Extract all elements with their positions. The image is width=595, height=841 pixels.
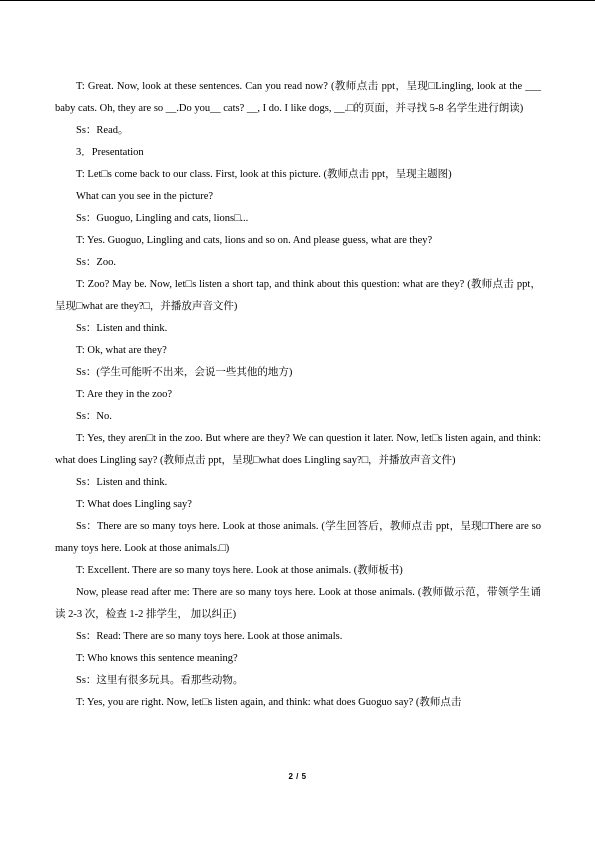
paragraph: Ss：(学生可能听不出来，会说一些其他的地方) — [76, 367, 293, 378]
paragraph: T: Who knows this sentence meaning? — [76, 653, 238, 664]
document-body — [55, 76, 541, 714]
paragraph: T: Zoo? May be. Now, let□s listen a short tap, and think about this question: what are they? (教师点击 ppt，呈现□what are they?□，并播放声音文件) — [55, 279, 541, 312]
paragraph: T: Excellent. There are so many toys here. Look at those animals. (教师板书) — [76, 565, 403, 576]
paragraph: What can you see in the picture? — [76, 191, 214, 202]
paragraph: Ss：There are so many toys here. Look at those animals. (学生回答后，教师点击 ppt，呈现□There are so many toys here. Look at those animals.□) — [55, 521, 541, 554]
paragraph: T: Yes, you are right. Now, let□s listen again, and think: what does Guoguo say? (教师点击 — [76, 697, 462, 708]
paragraph: Ss：Guoguo, Lingling and cats, lions□... — [76, 213, 249, 224]
paragraph: Ss：Zoo. — [76, 257, 116, 268]
paragraph: Now, please read after me: There are so many toys here. Look at those animals. (教师做示范，带领学生诵读 2-3 次，检查 1-2 排学生， 加以纠正) — [55, 587, 541, 620]
paragraph: T: Yes. Guoguo, Lingling and cats, lions and so on. And please guess, what are they? — [76, 235, 433, 246]
paragraph: T: Are they in the zoo? — [76, 389, 172, 400]
paragraph: Ss：Listen and think. — [76, 477, 168, 488]
paragraph: T: What does Lingling say? — [76, 499, 192, 510]
paragraph: Ss：Listen and think. — [76, 323, 168, 334]
paragraph: Ss：No. — [76, 411, 112, 422]
header-rule — [0, 0, 595, 1]
section-heading: 3．Presentation — [76, 147, 144, 158]
paragraph: Ss：Read。 — [76, 125, 129, 136]
paragraph: T: Let□s come back to our class. First, look at this picture. (教师点击 ppt，呈现主题图) — [76, 169, 452, 180]
paragraph: T: Yes, they aren□t in the zoo. But where are they? We can question it later. Now, let□s listen again, and think: what does Lingling say? (教师点击 ppt，呈现□what does Lingling say?□，并播放声音文件) — [55, 433, 541, 466]
paragraph: Ss：这里有很多玩具。看那些动物。 — [76, 675, 244, 686]
page-number: 2 / 5 — [288, 772, 307, 781]
paragraph: Ss：Read: There are so many toys here. Look at those animals. — [76, 631, 343, 642]
paragraph: T: Great. Now, look at these sentences. Can you read now? (教师点击 ppt，呈现□Lingling, look at the ___ baby cats. Oh, they are so __.Do you__ cats? __, I do. I like dogs, __.□的页面，并寻找 5-8 名学生进行朗读) — [55, 81, 541, 114]
paragraph: T: Ok, what are they? — [76, 345, 167, 356]
